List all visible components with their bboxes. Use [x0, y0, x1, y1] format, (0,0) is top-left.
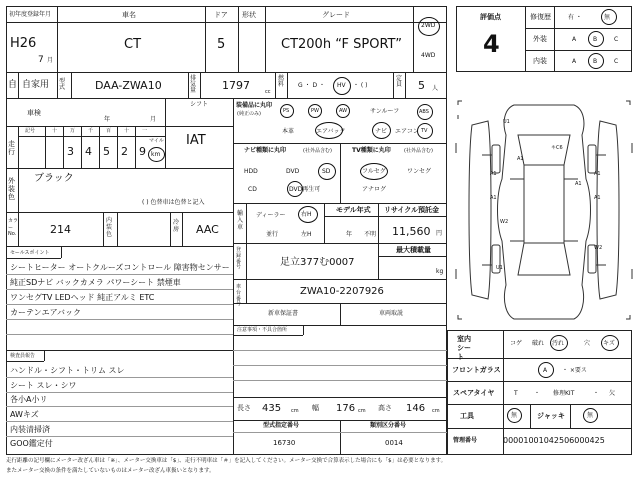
- recycle-unit: 円: [436, 230, 443, 237]
- navi-type-header: ナビ種類に丸印: [244, 147, 287, 154]
- type-designation-label: 型式指定番号: [263, 422, 300, 429]
- cc-unit: cc: [265, 89, 271, 95]
- model-code: DAA-ZWA10: [95, 79, 162, 92]
- door-label: ドア: [214, 11, 228, 19]
- equip-tv: TV: [421, 128, 428, 134]
- damage-label: A1: [594, 171, 601, 177]
- sales-points-label: セールスポイント: [10, 250, 50, 256]
- divider: [103, 212, 104, 246]
- seat-tear: 破れ: [532, 340, 545, 347]
- navi-hdd: HDD: [244, 168, 258, 175]
- front-glass-options: ・ ×要ス: [562, 367, 587, 374]
- damage-label: A1: [575, 181, 582, 187]
- car-damage-diagram: [452, 95, 636, 330]
- damage-label: U1: [503, 119, 510, 125]
- divider: [18, 72, 19, 98]
- divider: [447, 404, 632, 405]
- divider: [18, 136, 165, 137]
- divider: [188, 72, 189, 98]
- import-right: 右H: [301, 211, 312, 218]
- divider: [6, 168, 233, 169]
- divider: [6, 274, 233, 275]
- place-mark: 記号: [25, 128, 36, 134]
- shift-value: IAT: [186, 133, 206, 148]
- length-label: 長さ: [237, 404, 251, 412]
- import-parallel: 並行: [266, 231, 279, 238]
- ac-value: AAC: [196, 223, 219, 236]
- damage-label: キC6: [551, 145, 563, 151]
- divider: [233, 335, 303, 336]
- inspector-line: 内装清掃済: [10, 425, 50, 434]
- damage-label: A1: [490, 171, 497, 177]
- front-glass-label: フロントガラス: [452, 366, 501, 374]
- place-1k: 千: [88, 128, 94, 134]
- divider: [6, 334, 233, 335]
- inspector-line: シート スレ・シワ: [10, 381, 77, 390]
- mileage-label: 走行: [8, 140, 15, 157]
- shaken-label: 車検: [27, 109, 41, 117]
- length-unit: cm: [291, 408, 299, 414]
- type-label: 型式: [59, 78, 66, 91]
- tv-fullseg: フルセグ: [362, 168, 386, 175]
- grade-label: グレード: [322, 11, 350, 19]
- divider: [6, 350, 233, 351]
- notes-label: 注意事項・不具合箇所: [237, 327, 288, 333]
- divider: [99, 126, 100, 168]
- divider: [393, 72, 394, 98]
- divider: [205, 6, 206, 72]
- divider: [57, 6, 58, 72]
- footer-note-1: 走行距離の記号欄にメーター改ざん車は「※」、メーター交換車は「$」、走行不明車は「＃」を記入してください。メーター交換で合算表示した場合にも「$」は必要となります。: [6, 458, 447, 464]
- tv-type-header: TV種類に丸印: [352, 147, 391, 154]
- registration-label: 登録番号: [236, 247, 242, 271]
- reg-year: H26: [10, 36, 37, 51]
- place-10k: 万: [70, 128, 76, 134]
- seat-label: 室内シート: [457, 335, 471, 361]
- grade-value: CT200h “F SPORT”: [281, 37, 402, 52]
- divider: [530, 404, 531, 428]
- exterior-a: A: [572, 36, 577, 43]
- divider: [6, 319, 233, 320]
- damage-label: W2: [594, 245, 603, 251]
- shaken-month: 月: [150, 116, 157, 123]
- shaken-year: 年: [104, 116, 111, 123]
- divider: [275, 72, 276, 98]
- tools-label: 工具: [460, 412, 474, 420]
- drive-4wd: 4WD: [421, 52, 436, 59]
- max-load-label: 最大積載量: [396, 246, 431, 254]
- divider: [525, 6, 526, 72]
- category-label: 類別区分番号: [370, 422, 407, 429]
- km-unit: km: [151, 151, 161, 158]
- category-value: 0014: [385, 439, 403, 447]
- divider: [6, 72, 447, 73]
- divider: [135, 126, 136, 168]
- height-unit: cm: [432, 408, 440, 414]
- navi-dvd: DVD: [286, 168, 300, 175]
- exterior-b: B: [593, 36, 598, 43]
- color-note: ( ) 色替車は色替と記入: [142, 199, 205, 206]
- divider: [81, 126, 82, 168]
- max-load-unit: kg: [436, 268, 444, 275]
- divider: [182, 212, 183, 246]
- divider: [378, 203, 379, 243]
- sales-line: シートヒーター オートクルーズコントロール 障害物センサー: [10, 263, 230, 272]
- inspector-line: GOO鑑定付: [10, 439, 53, 448]
- sales-line: ワンセグTV LEDヘッド 純正アルミ ETC: [10, 293, 155, 302]
- footer-note-2: またメーター交換の条件を満たしていないものはメーター改ざん車扱いとなります。: [6, 468, 215, 474]
- shift-label: シフト: [190, 101, 209, 108]
- divider: [378, 243, 379, 279]
- damage-label: W2: [500, 219, 509, 225]
- divider: [6, 361, 44, 362]
- spare-label: スペアタイヤ: [453, 389, 495, 397]
- jack-value: 無: [587, 412, 594, 419]
- tv-analog: アナログ: [362, 186, 387, 193]
- drive-2wd: 2WD: [421, 22, 436, 29]
- divider: [233, 325, 447, 326]
- divider: [200, 72, 201, 98]
- divider: [447, 428, 632, 429]
- divider: [233, 397, 447, 398]
- place-100: 百: [106, 128, 112, 134]
- equip-abs: ABS: [419, 109, 429, 115]
- usage-value: 自家用: [22, 80, 50, 90]
- mileage-digit: 2: [121, 145, 128, 158]
- divider: [525, 50, 632, 51]
- tv-type-sub: (社外品含む): [404, 148, 433, 154]
- divider: [57, 72, 58, 98]
- divider: [6, 436, 233, 437]
- ac-label: 冷房: [173, 219, 180, 234]
- model-year-year: 年: [346, 231, 353, 238]
- equip-navi: ナビ: [375, 128, 388, 135]
- interior-b: B: [593, 58, 598, 65]
- mileage-digit: 3: [67, 145, 74, 158]
- mgmt-label: 管理番号: [453, 437, 478, 444]
- exterior-c: C: [614, 36, 619, 43]
- divider: [233, 203, 447, 204]
- equip-sunroof: サンルーフ: [370, 108, 400, 115]
- repair-label: 修復歴: [530, 13, 551, 21]
- mileage-digit: 5: [103, 145, 110, 158]
- inspector-line: ハンドル・シフト・トリム スレ: [10, 366, 125, 375]
- divider: [6, 212, 233, 213]
- car-name: CT: [124, 37, 142, 52]
- navi-sd: SD: [322, 168, 331, 175]
- capacity-unit: 人: [432, 85, 439, 92]
- divider: [6, 22, 447, 23]
- place-10: 十: [124, 128, 130, 134]
- sales-line: 純正SDナビ バックカメラ パワーシート 禁煙車: [10, 278, 181, 287]
- divider: [6, 304, 233, 305]
- inspector-label: 検査員報告: [10, 353, 36, 359]
- equip-pw: PW: [311, 108, 319, 114]
- divider: [117, 212, 118, 246]
- divider: [233, 365, 447, 366]
- divider: [6, 98, 447, 99]
- divider: [165, 98, 166, 168]
- equip-leather: 本革: [282, 128, 295, 135]
- divider: [233, 243, 447, 244]
- capacity-value: 5: [418, 79, 425, 92]
- divider: [233, 350, 447, 351]
- divider: [170, 212, 171, 246]
- divider: [233, 432, 447, 433]
- exterior-label: 外装: [533, 35, 547, 43]
- divider: [525, 28, 632, 29]
- reg-month-unit: 月: [47, 57, 54, 64]
- interior-label: 内装色: [106, 217, 113, 239]
- place-1: 一: [142, 128, 148, 134]
- recycle-value: 11,560: [392, 225, 431, 238]
- interior-c: C: [614, 58, 619, 65]
- fuel-other: ・ ( ): [353, 82, 368, 89]
- color-value: ブラック: [34, 173, 74, 184]
- mile-unit: マイル: [149, 138, 164, 144]
- tv-oneseg: ワンセグ: [407, 168, 432, 175]
- divider: [405, 72, 406, 98]
- divider: [63, 126, 64, 168]
- divider: [238, 6, 239, 72]
- rating-score: 4: [483, 30, 500, 58]
- length-value: 435: [262, 403, 282, 414]
- fuel-hv: HV: [337, 82, 346, 89]
- navi-dvd-play: DVD再生可: [289, 186, 321, 193]
- damage-label: A1: [490, 195, 497, 201]
- fuel-label: 燃料: [278, 75, 285, 88]
- jack-label: ジャッキ: [537, 412, 565, 420]
- reg-month: 7: [38, 55, 44, 65]
- vehicle-manual: 車両取説: [379, 310, 404, 317]
- divider: [71, 72, 72, 98]
- spare-t: T: [514, 390, 518, 397]
- new-warranty: 新車保証書: [268, 310, 299, 317]
- displacement-value: 1797: [222, 79, 250, 92]
- divider: [378, 256, 447, 257]
- divider: [447, 381, 632, 382]
- damage-label: U1: [496, 265, 503, 271]
- divider: [413, 6, 414, 72]
- divider: [6, 126, 233, 127]
- width-value: 176: [336, 403, 356, 414]
- divider: [6, 289, 233, 290]
- equip-aw: AW: [339, 108, 348, 114]
- width-label: 幅: [312, 404, 319, 412]
- repair-none: 無: [604, 14, 611, 21]
- spare-sep: ・: [593, 390, 600, 397]
- divider: [6, 377, 233, 378]
- chassis-label: 車台番号: [236, 284, 242, 308]
- mileage-digit: 4: [85, 145, 92, 158]
- divider: [340, 303, 341, 325]
- divider: [287, 72, 288, 98]
- spare-kit: 修理KIT: [553, 390, 575, 397]
- divider: [570, 404, 571, 428]
- height-value: 146: [406, 403, 426, 414]
- usage-mark: 自: [8, 80, 18, 90]
- chassis-value: ZWA10-2207926: [300, 286, 384, 297]
- model-year-label: モデル年式: [336, 206, 371, 214]
- navi-type-sub: (社外品含む): [303, 148, 332, 154]
- repair-options: 有 ・: [568, 14, 582, 21]
- inspector-line: 各小A小リ: [10, 395, 48, 404]
- divider: [324, 203, 325, 243]
- divider: [340, 420, 341, 455]
- spare-missing: 欠: [609, 390, 616, 397]
- rating-label: 評価点: [480, 13, 501, 21]
- equip-airbag: エアバック: [316, 128, 346, 135]
- width-unit: cm: [358, 408, 366, 414]
- recycle-label: リサイクル預託金: [384, 206, 440, 214]
- divider: [233, 98, 234, 368]
- sales-line: カーテンエアバック: [10, 308, 81, 317]
- navi-cd: CD: [248, 186, 257, 193]
- inspector-line: AWキズ: [10, 410, 39, 419]
- import-label: 輸入車: [237, 210, 244, 232]
- damage-label: A1: [517, 156, 524, 162]
- first-reg-label: 初年度登録年月: [9, 11, 52, 18]
- spare-sep: ・: [534, 390, 541, 397]
- equipment-label: 装備品に丸印: [236, 102, 273, 109]
- front-glass-a: A: [543, 367, 548, 374]
- divider: [44, 350, 45, 361]
- divider: [554, 6, 555, 72]
- seat-hole: 穴: [584, 340, 591, 347]
- type-designation-value: 16730: [273, 439, 296, 447]
- seat-stain: 汚れ: [552, 340, 565, 347]
- equip-ps: PS: [283, 108, 290, 114]
- divider: [61, 246, 62, 258]
- mgmt-value: 00001001042506000425: [503, 436, 605, 445]
- divider: [18, 168, 19, 246]
- color-no-label: カラーNo.: [8, 218, 19, 237]
- divider: [6, 421, 233, 422]
- divider: [246, 243, 247, 303]
- divider: [265, 6, 266, 72]
- divider: [340, 143, 341, 203]
- divider: [117, 126, 118, 168]
- divider: [303, 325, 304, 335]
- shape-label: 形状: [242, 11, 256, 19]
- divider: [6, 246, 233, 247]
- divider: [18, 126, 19, 168]
- divider: [6, 392, 233, 393]
- mileage-digit: 9: [139, 145, 146, 158]
- equip-ac: エアコン: [395, 128, 419, 135]
- tools-value: 無: [511, 412, 518, 419]
- divider: [233, 380, 447, 381]
- place-100k: 十: [52, 128, 58, 134]
- seat-burn: コゲ: [510, 340, 523, 347]
- model-year-value: 不明: [364, 231, 377, 238]
- divider: [6, 406, 233, 407]
- divider: [324, 216, 447, 217]
- import-dealer: ディーラー: [256, 212, 286, 219]
- divider: [6, 258, 61, 259]
- fuel-options: G ・ D ・: [298, 82, 325, 89]
- equipment-sub: (純正のみ): [237, 111, 261, 117]
- door-count: 5: [217, 37, 226, 52]
- color-no-value: 214: [50, 223, 71, 236]
- capacity-label: 定員: [396, 75, 403, 88]
- registration-value: 足立377む0007: [280, 257, 355, 268]
- name-label: 車名: [122, 11, 136, 19]
- divider: [246, 203, 247, 243]
- seat-scratch: キズ: [603, 340, 615, 347]
- interior-rating-label: 内装: [533, 57, 547, 65]
- import-left: 左H: [301, 231, 312, 238]
- color-label: 外装色: [8, 177, 15, 202]
- interior-a: A: [572, 58, 577, 65]
- divider: [233, 279, 447, 280]
- divider: [45, 126, 46, 168]
- displacement-label: 排気量: [190, 75, 197, 94]
- damage-label: A1: [594, 195, 601, 201]
- height-label: 高さ: [378, 404, 392, 412]
